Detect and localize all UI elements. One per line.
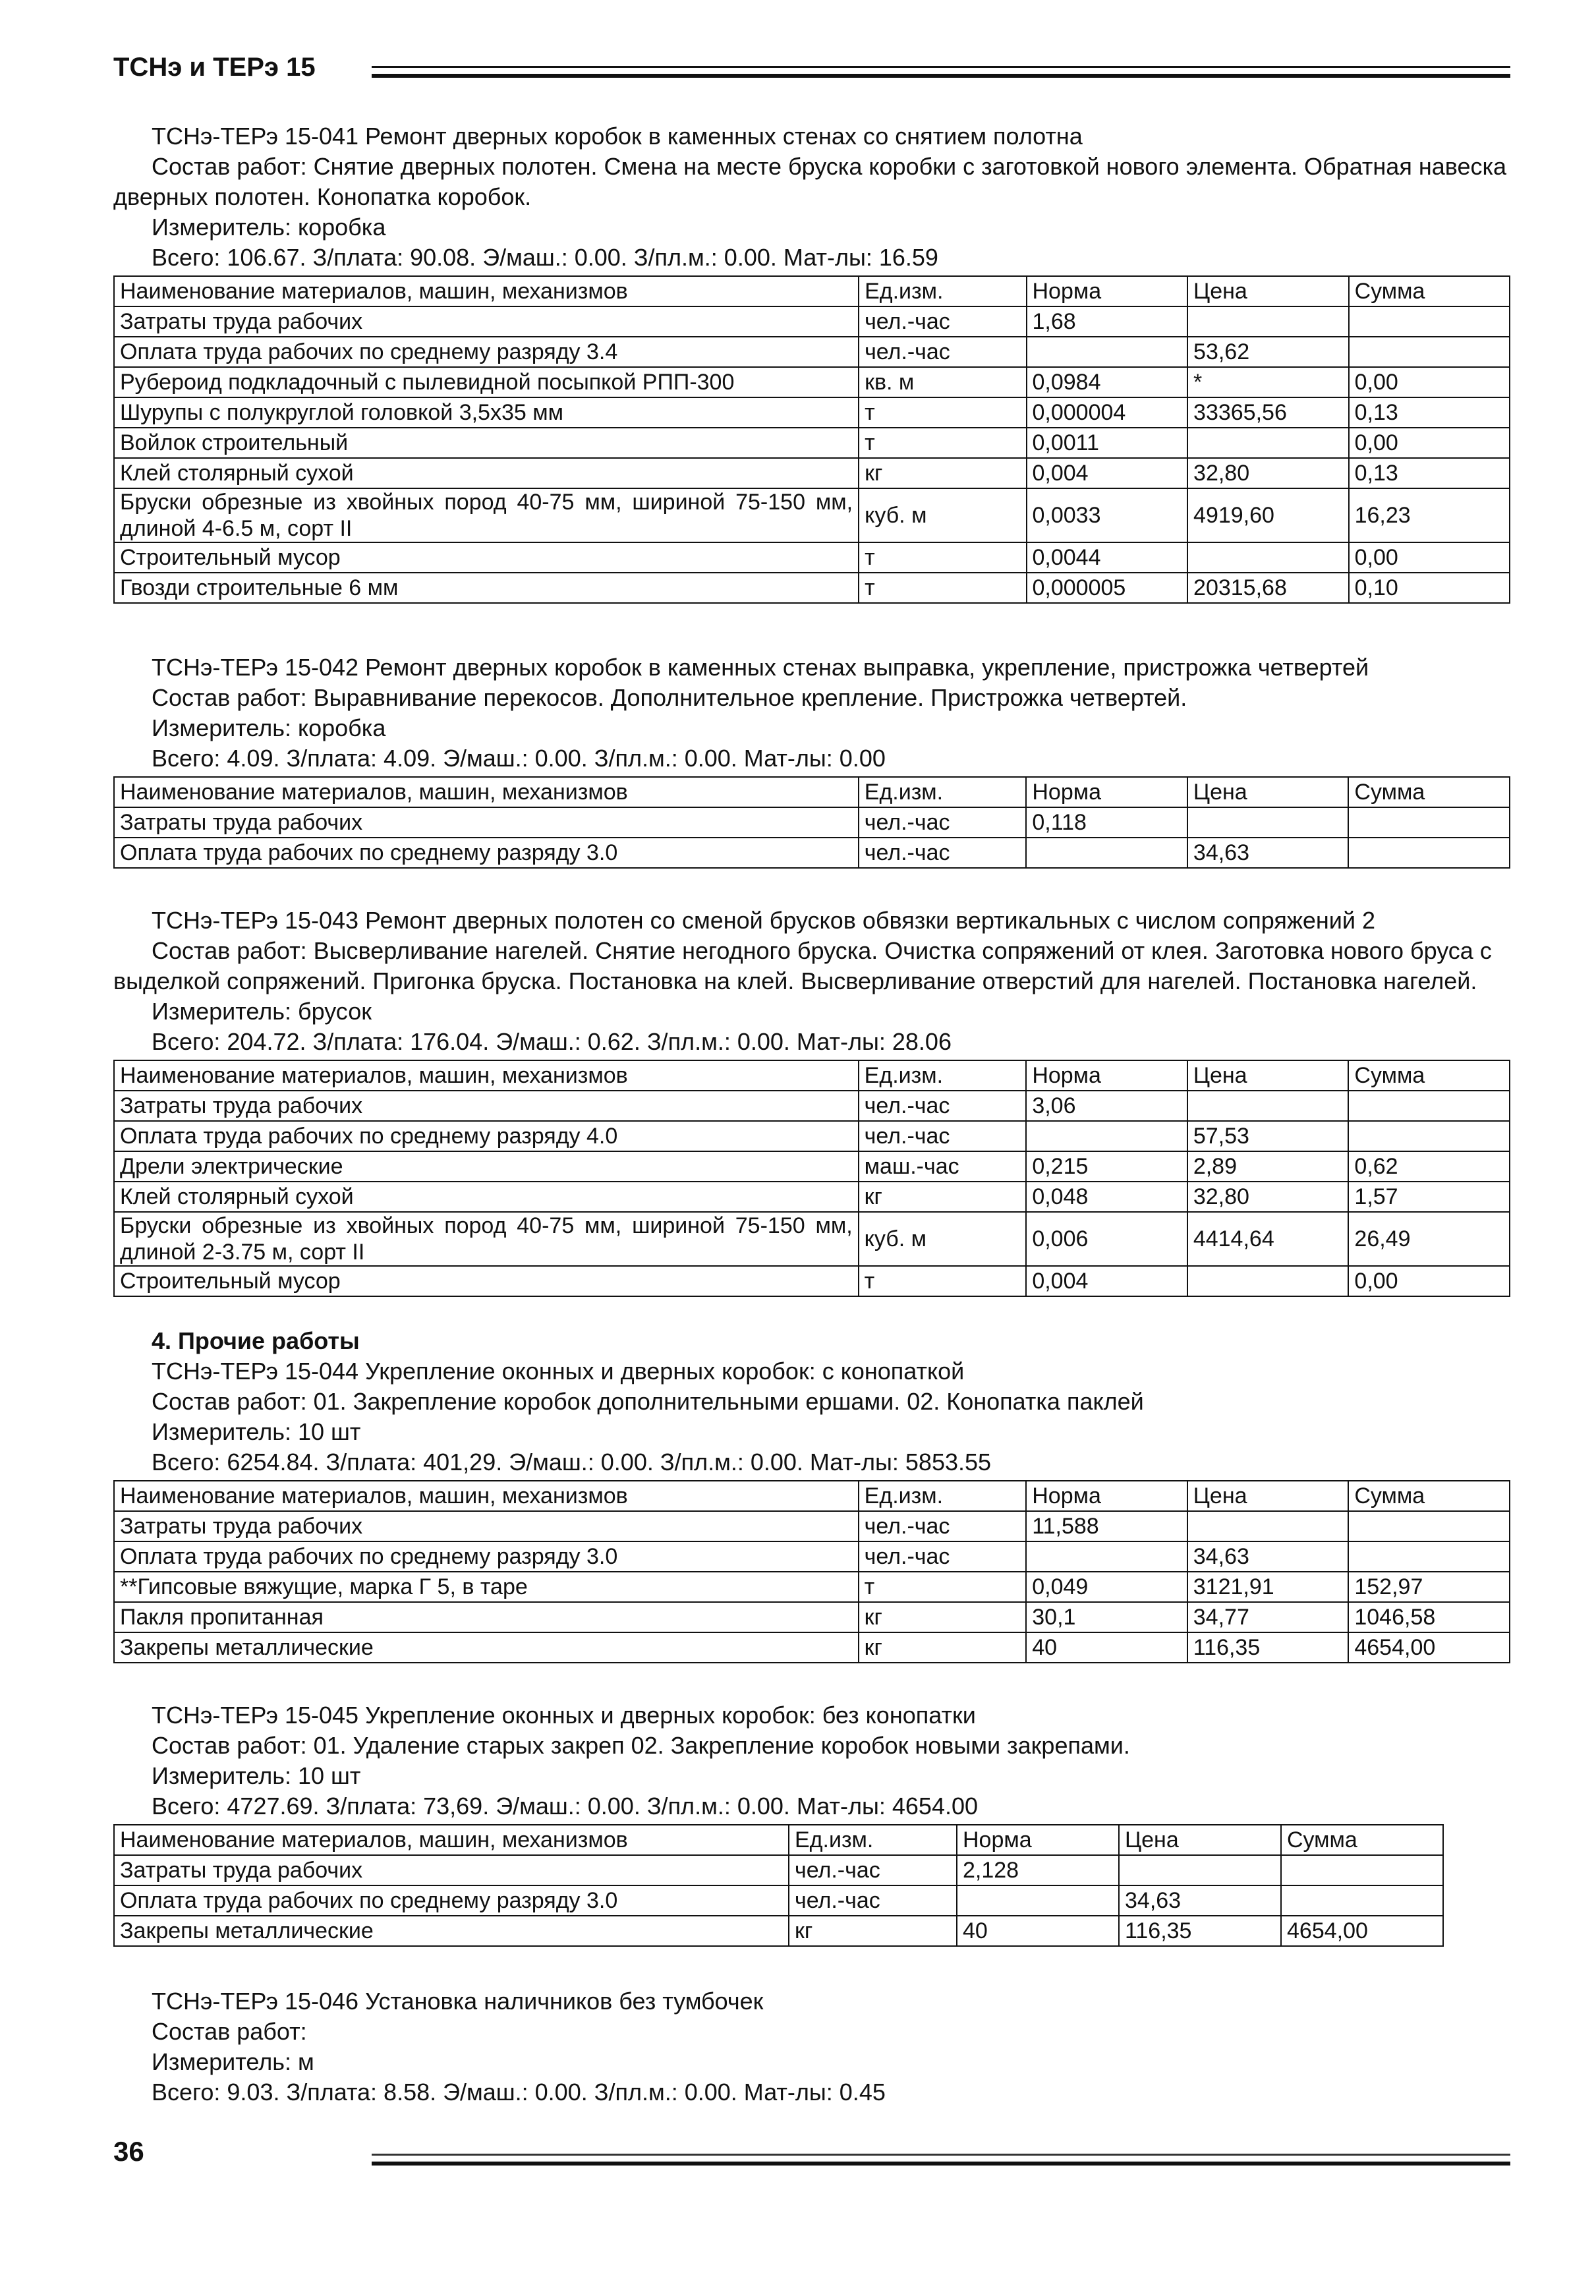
table-header-row bbox=[114, 276, 1510, 306]
cell-name: Затраты труда рабочих bbox=[114, 807, 859, 838]
cell-norm: 0,000004 bbox=[1027, 397, 1188, 428]
cell-price: 57,53 bbox=[1187, 1121, 1349, 1151]
page-number: 36 bbox=[113, 2136, 144, 2167]
cell-name: Рубероид подкладочный с пылевидной посыпкой РПП-300 bbox=[114, 367, 859, 397]
header-sum: Сумма bbox=[1348, 777, 1510, 807]
table-row bbox=[114, 306, 1510, 337]
header-name: Наименование материалов, машин, механизмов bbox=[114, 777, 859, 807]
cell-sum: 0,13 bbox=[1349, 397, 1510, 428]
section-title: ТСНэ-ТЕРэ 15-044 Укрепление оконных и дверных коробок: с конопаткой bbox=[152, 1358, 965, 1385]
cell-norm: 0,048 bbox=[1026, 1182, 1187, 1212]
cell-price: 33365,56 bbox=[1187, 397, 1349, 428]
cell-price: 53,62 bbox=[1187, 337, 1349, 367]
cell-norm: 2,128 bbox=[957, 1855, 1119, 1885]
header-price: Цена bbox=[1187, 276, 1349, 306]
measure-unit: Измеритель: м bbox=[152, 2048, 314, 2075]
header-norm: Норма bbox=[1026, 777, 1187, 807]
header-sum: Сумма bbox=[1348, 1481, 1510, 1511]
table-row bbox=[114, 542, 1510, 573]
cell-sum bbox=[1349, 306, 1510, 337]
chapter-title: Прочие работы bbox=[178, 1327, 360, 1354]
cell-name: Оплата труда рабочих по среднему разряду 3.0 bbox=[114, 1541, 859, 1572]
cell-name: **Гипсовые вяжущие, марка Г 5, в таре bbox=[114, 1572, 859, 1602]
cell-sum: 26,49 bbox=[1348, 1212, 1510, 1266]
cell-price bbox=[1187, 1266, 1349, 1296]
table-row bbox=[114, 807, 1510, 838]
chapter-heading bbox=[113, 1326, 1510, 1356]
cell-price bbox=[1187, 1091, 1349, 1121]
cell-name: Строительный мусор bbox=[114, 542, 859, 573]
cell-name: Затраты труда рабочих bbox=[114, 1855, 789, 1885]
cell-norm: 11,588 bbox=[1026, 1511, 1187, 1541]
cell-unit: чел.-час bbox=[859, 1091, 1027, 1121]
cell-name: Закрепы металлические bbox=[114, 1632, 859, 1663]
totals: Всего: 106.67. З/плата: 90.08. Э/маш.: 0.00. З/пл.м.: 0.00. Мат-лы: 16.59 bbox=[152, 244, 938, 271]
cell-price bbox=[1187, 542, 1349, 573]
table-row bbox=[114, 1091, 1510, 1121]
cell-unit: т bbox=[859, 1572, 1027, 1602]
cell-unit: чел.-час bbox=[859, 337, 1026, 367]
cell-unit: т bbox=[859, 428, 1026, 458]
cell-unit: чел.-час bbox=[859, 1511, 1027, 1541]
cell-sum: 1,57 bbox=[1348, 1182, 1510, 1212]
header-norm: Норма bbox=[1027, 276, 1188, 306]
cell-name: Оплата труда рабочих по среднему разряду 3.0 bbox=[114, 838, 859, 868]
cell-sum: 0,00 bbox=[1349, 542, 1510, 573]
cell-norm: 0,004 bbox=[1026, 1266, 1187, 1296]
table-row bbox=[114, 488, 1510, 542]
table-row bbox=[114, 1121, 1510, 1151]
table-header-row bbox=[114, 1060, 1510, 1091]
table-row bbox=[114, 1602, 1510, 1632]
cell-unit: чел.-час bbox=[789, 1885, 957, 1916]
cell-sum bbox=[1348, 1091, 1510, 1121]
cell-norm: 0,215 bbox=[1026, 1151, 1187, 1182]
cell-name: Клей столярный сухой bbox=[114, 1182, 859, 1212]
page-footer bbox=[113, 2135, 1510, 2181]
cell-unit: т bbox=[859, 1266, 1027, 1296]
cell-norm: 0,004 bbox=[1027, 458, 1188, 488]
cell-unit: кг bbox=[859, 458, 1026, 488]
table-row bbox=[114, 397, 1510, 428]
header-rule bbox=[372, 66, 1510, 68]
header-sum: Сумма bbox=[1348, 1060, 1510, 1091]
table-row bbox=[114, 337, 1510, 367]
cell-norm: 40 bbox=[1026, 1632, 1187, 1663]
table-row bbox=[114, 1632, 1510, 1663]
table-header-row bbox=[114, 1481, 1510, 1511]
cell-name: Затраты труда рабочих bbox=[114, 306, 859, 337]
cell-norm bbox=[1027, 337, 1188, 367]
cell-unit: кг bbox=[859, 1632, 1027, 1663]
norms-table bbox=[113, 1824, 1444, 1947]
cell-name: Гвозди строительные 6 мм bbox=[114, 573, 859, 603]
header-unit: Ед.изм. bbox=[789, 1825, 957, 1855]
cell-name: Бруски обрезные из хвойных пород 40-75 мм, шириной 75-150 мм, длиной 2-3.75 м, сорт II bbox=[114, 1212, 859, 1266]
cell-sum: 4654,00 bbox=[1281, 1916, 1443, 1946]
cell-unit: т bbox=[859, 542, 1026, 573]
cell-sum bbox=[1348, 807, 1510, 838]
measure-unit: Измеритель: брусок bbox=[152, 998, 372, 1025]
table-row bbox=[114, 1266, 1510, 1296]
section-15-045 bbox=[113, 1700, 1510, 1947]
cell-sum: 0,10 bbox=[1349, 573, 1510, 603]
work-composition: Состав работ: bbox=[152, 2018, 307, 2045]
cell-norm: 0,049 bbox=[1026, 1572, 1187, 1602]
cell-price: 34,63 bbox=[1187, 838, 1348, 868]
cell-price bbox=[1119, 1855, 1281, 1885]
measure-unit: Измеритель: 10 шт bbox=[152, 1418, 361, 1445]
work-composition: Состав работ: Снятие дверных полотен. Смена на месте бруска коробки с заготовкой нового элемента. Обратная навеска дверных полотен. Конопатка коробок. bbox=[113, 153, 1507, 210]
header-name: Наименование материалов, машин, механизмов bbox=[114, 1481, 859, 1511]
cell-name: Оплата труда рабочих по среднему разряду 3.0 bbox=[114, 1885, 789, 1916]
norms-table bbox=[113, 275, 1510, 604]
cell-price: 34,77 bbox=[1187, 1602, 1349, 1632]
header-unit: Ед.изм. bbox=[859, 777, 1027, 807]
cell-unit: кв. м bbox=[859, 367, 1026, 397]
section-15-043 bbox=[113, 905, 1510, 1297]
measure-unit: Измеритель: коробка bbox=[152, 714, 386, 741]
cell-sum: 1046,58 bbox=[1348, 1602, 1510, 1632]
work-composition: Состав работ: Высверливание нагелей. Снятие негодного бруска. Очистка сопряжений от клея. Заготовка нового бруса с выделкой сопряжений. Пригонка бруска. Постановка на клей. Высверливание отверстий для нагелей. Постановка нагелей. bbox=[113, 937, 1492, 994]
section-title: ТСНэ-ТЕРэ 15-046 Установка наличников без тумбочек bbox=[152, 1988, 764, 2015]
header-unit: Ед.изм. bbox=[859, 1481, 1027, 1511]
cell-norm: 0,118 bbox=[1026, 807, 1187, 838]
header-name: Наименование материалов, машин, механизмов bbox=[114, 1825, 789, 1855]
cell-price bbox=[1187, 428, 1349, 458]
table-row bbox=[114, 838, 1510, 868]
section-15-046 bbox=[113, 1986, 1510, 2108]
section-title: ТСНэ-ТЕРэ 15-045 Укрепление оконных и дверных коробок: без конопатки bbox=[152, 1702, 976, 1729]
table-header-row bbox=[114, 777, 1510, 807]
cell-norm: 0,0044 bbox=[1027, 542, 1188, 573]
cell-price: 2,89 bbox=[1187, 1151, 1349, 1182]
cell-unit: чел.-час bbox=[859, 1541, 1027, 1572]
cell-norm: 0,006 bbox=[1026, 1212, 1187, 1266]
header-price: Цена bbox=[1119, 1825, 1281, 1855]
work-composition: Состав работ: Выравнивание перекосов. Дополнительное крепление. Пристрожка четвертей. bbox=[152, 684, 1187, 711]
header-name: Наименование материалов, машин, механизмов bbox=[114, 1060, 859, 1091]
header-rule-thick bbox=[372, 74, 1510, 78]
cell-price: 32,80 bbox=[1187, 1182, 1349, 1212]
section-15-042 bbox=[113, 652, 1510, 869]
table-row bbox=[114, 367, 1510, 397]
cell-unit: чел.-час bbox=[789, 1855, 957, 1885]
footer-rule-thick bbox=[372, 2162, 1510, 2166]
cell-price: 116,35 bbox=[1119, 1916, 1281, 1946]
totals: Всего: 4727.69. З/плата: 73,69. Э/маш.: 0.00. З/пл.м.: 0.00. Мат-лы: 4654.00 bbox=[152, 1793, 979, 1820]
cell-unit: кг bbox=[789, 1916, 957, 1946]
table-row bbox=[114, 1885, 1443, 1916]
cell-price: 34,63 bbox=[1119, 1885, 1281, 1916]
measure-unit: Измеритель: 10 шт bbox=[152, 1762, 361, 1789]
totals: Всего: 204.72. З/плата: 176.04. Э/маш.: 0.62. З/пл.м.: 0.00. Мат-лы: 28.06 bbox=[152, 1028, 952, 1055]
cell-unit: чел.-час bbox=[859, 1121, 1027, 1151]
cell-sum: 0,00 bbox=[1349, 428, 1510, 458]
cell-name: Оплата труда рабочих по среднему разряду 3.4 bbox=[114, 337, 859, 367]
cell-sum bbox=[1348, 838, 1510, 868]
section-title: ТСНэ-ТЕРэ 15-043 Ремонт дверных полотен со сменой брусков обвязки вертикальных с числом сопряжений 2 bbox=[152, 907, 1376, 934]
cell-sum: 0,00 bbox=[1348, 1266, 1510, 1296]
cell-sum: 0,00 bbox=[1349, 367, 1510, 397]
cell-norm: 0,000005 bbox=[1027, 573, 1188, 603]
cell-norm bbox=[1026, 1541, 1187, 1572]
cell-name: Шурупы с полукруглой головкой 3,5х35 мм bbox=[114, 397, 859, 428]
section-15-044 bbox=[113, 1326, 1510, 1663]
cell-sum: 4654,00 bbox=[1348, 1632, 1510, 1663]
cell-price: 3121,91 bbox=[1187, 1572, 1349, 1602]
cell-sum bbox=[1348, 1511, 1510, 1541]
cell-name: Оплата труда рабочих по среднему разряду 4.0 bbox=[114, 1121, 859, 1151]
cell-price: 116,35 bbox=[1187, 1632, 1349, 1663]
cell-sum bbox=[1349, 337, 1510, 367]
table-row bbox=[114, 428, 1510, 458]
header-sum: Сумма bbox=[1349, 276, 1510, 306]
cell-unit: куб. м bbox=[859, 1212, 1027, 1266]
section-title: ТСНэ-ТЕРэ 15-042 Ремонт дверных коробок в каменных стенах выправка, укрепление, пристрожка четвертей bbox=[152, 654, 1369, 681]
totals: Всего: 9.03. З/плата: 8.58. Э/маш.: 0.00. З/пл.м.: 0.00. Мат-лы: 0.45 bbox=[152, 2079, 886, 2106]
cell-norm: 0,0984 bbox=[1027, 367, 1188, 397]
cell-sum bbox=[1348, 1541, 1510, 1572]
cell-price: 34,63 bbox=[1187, 1541, 1349, 1572]
cell-unit: кг bbox=[859, 1182, 1027, 1212]
table-row bbox=[114, 573, 1510, 603]
cell-norm: 0,0033 bbox=[1027, 488, 1188, 542]
norms-table bbox=[113, 1060, 1510, 1297]
header-price: Цена bbox=[1187, 777, 1348, 807]
table-header-row bbox=[114, 1825, 1443, 1855]
header-norm: Норма bbox=[957, 1825, 1119, 1855]
running-title: ТСНэ и ТЕРэ 15 bbox=[113, 53, 316, 82]
cell-unit: т bbox=[859, 397, 1026, 428]
table-row bbox=[114, 1151, 1510, 1182]
cell-price: 32,80 bbox=[1187, 458, 1349, 488]
cell-norm bbox=[1026, 1121, 1187, 1151]
table-row bbox=[114, 1182, 1510, 1212]
cell-norm bbox=[957, 1885, 1119, 1916]
header-unit: Ед.изм. bbox=[859, 276, 1026, 306]
cell-price: 4414,64 bbox=[1187, 1212, 1349, 1266]
cell-price bbox=[1187, 306, 1349, 337]
totals: Всего: 6254.84. З/плата: 401,29. Э/маш.: 0.00. З/пл.м.: 0.00. Мат-лы: 5853.55 bbox=[152, 1449, 992, 1476]
measure-unit: Измеритель: коробка bbox=[152, 214, 386, 241]
header-sum: Сумма bbox=[1281, 1825, 1443, 1855]
header-unit: Ед.изм. bbox=[859, 1060, 1027, 1091]
norms-table bbox=[113, 776, 1510, 869]
header-name: Наименование материалов, машин, механизмов bbox=[114, 276, 859, 306]
cell-price bbox=[1187, 807, 1348, 838]
cell-name: Закрепы металлические bbox=[114, 1916, 789, 1946]
cell-unit: чел.-час bbox=[859, 838, 1027, 868]
cell-sum: 152,97 bbox=[1348, 1572, 1510, 1602]
cell-norm: 40 bbox=[957, 1916, 1119, 1946]
cell-name: Пакля пропитанная bbox=[114, 1602, 859, 1632]
table-row bbox=[114, 458, 1510, 488]
cell-unit: кг bbox=[859, 1602, 1027, 1632]
cell-norm: 0,0011 bbox=[1027, 428, 1188, 458]
cell-unit: т bbox=[859, 573, 1026, 603]
cell-sum bbox=[1281, 1855, 1443, 1885]
cell-name: Затраты труда рабочих bbox=[114, 1091, 859, 1121]
table-row bbox=[114, 1511, 1510, 1541]
totals: Всего: 4.09. З/плата: 4.09. Э/маш.: 0.00. З/пл.м.: 0.00. Мат-лы: 0.00 bbox=[152, 745, 886, 772]
section-15-041 bbox=[113, 121, 1510, 604]
header-norm: Норма bbox=[1026, 1060, 1187, 1091]
table-row bbox=[114, 1541, 1510, 1572]
cell-unit: чел.-час bbox=[859, 306, 1026, 337]
header-price: Цена bbox=[1187, 1481, 1349, 1511]
cell-name: Строительный мусор bbox=[114, 1266, 859, 1296]
cell-unit: маш.-час bbox=[859, 1151, 1027, 1182]
header-price: Цена bbox=[1187, 1060, 1349, 1091]
cell-name: Бруски обрезные из хвойных пород 40-75 мм, шириной 75-150 мм, длиной 4-6.5 м, сорт II bbox=[114, 488, 859, 542]
cell-unit: чел.-час bbox=[859, 807, 1027, 838]
cell-norm: 1,68 bbox=[1027, 306, 1188, 337]
header-norm: Норма bbox=[1026, 1481, 1187, 1511]
cell-sum: 0,13 bbox=[1349, 458, 1510, 488]
page-header bbox=[113, 51, 1510, 91]
cell-name: Дрели электрические bbox=[114, 1151, 859, 1182]
work-composition: Состав работ: 01. Закрепление коробок дополнительными ершами. 02. Конопатка паклей bbox=[152, 1388, 1144, 1415]
cell-sum bbox=[1348, 1121, 1510, 1151]
cell-name: Войлок строительный bbox=[114, 428, 859, 458]
cell-unit: куб. м bbox=[859, 488, 1026, 542]
cell-price: 20315,68 bbox=[1187, 573, 1349, 603]
cell-price: * bbox=[1187, 367, 1349, 397]
cell-price bbox=[1187, 1511, 1349, 1541]
cell-sum: 0,62 bbox=[1348, 1151, 1510, 1182]
chapter-number: 4. bbox=[152, 1327, 172, 1354]
cell-norm: 3,06 bbox=[1026, 1091, 1187, 1121]
table-row bbox=[114, 1212, 1510, 1266]
cell-norm: 30,1 bbox=[1026, 1602, 1187, 1632]
table-row bbox=[114, 1572, 1510, 1602]
cell-sum: 16,23 bbox=[1349, 488, 1510, 542]
table-row bbox=[114, 1916, 1443, 1946]
work-composition: Состав работ: 01. Удаление старых закреп 02. Закрепление коробок новыми закрепами. bbox=[152, 1732, 1130, 1759]
cell-price: 4919,60 bbox=[1187, 488, 1349, 542]
cell-sum bbox=[1281, 1885, 1443, 1916]
norms-table bbox=[113, 1480, 1510, 1663]
cell-name: Затраты труда рабочих bbox=[114, 1511, 859, 1541]
section-title: ТСНэ-ТЕРэ 15-041 Ремонт дверных коробок в каменных стенах со снятием полотна bbox=[152, 123, 1083, 150]
cell-norm bbox=[1026, 838, 1187, 868]
cell-name: Клей столярный сухой bbox=[114, 458, 859, 488]
table-row bbox=[114, 1855, 1443, 1885]
footer-rule bbox=[372, 2154, 1510, 2156]
